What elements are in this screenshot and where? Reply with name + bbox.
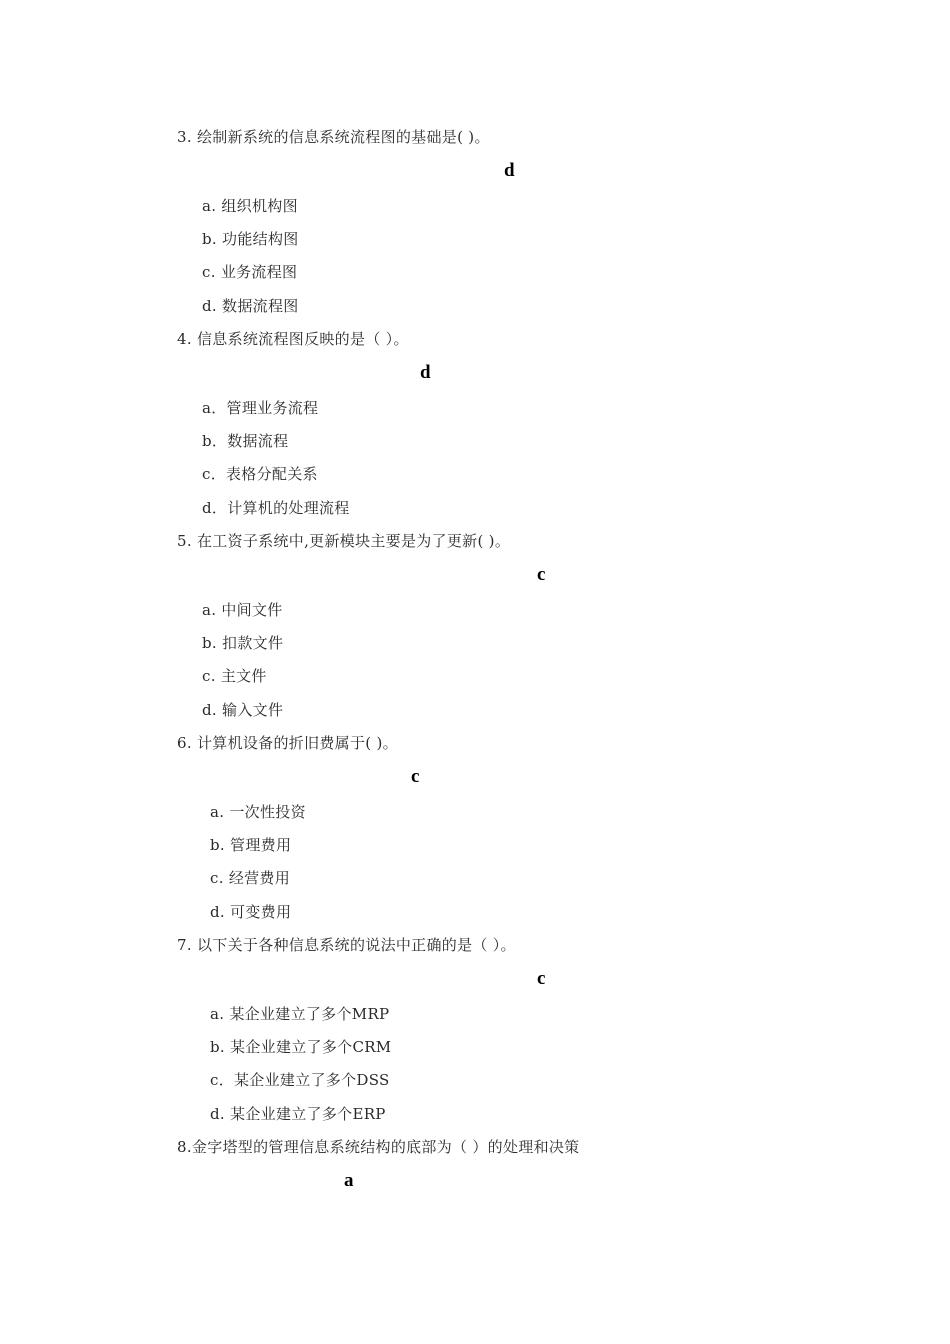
question-7-option-c: c．某企业建立了多个DSS: [210, 1071, 390, 1089]
question-3-option-c: c. 业务流程图: [202, 263, 298, 281]
question-5-answer: c: [537, 564, 546, 585]
question-3-option-a: a. 组织机构图: [202, 197, 298, 215]
question-5-option-c: c. 主文件: [202, 667, 267, 685]
question-7-stem: 7. 以下关于各种信息系统的说法中正确的是（ ）。: [177, 936, 516, 954]
question-7-answer: c: [537, 968, 546, 989]
question-6-option-d: d. 可变费用: [210, 903, 292, 921]
question-5-option-a: a. 中间文件: [202, 601, 283, 619]
question-3-stem: 3. 绘制新系统的信息系统流程图的基础是( )。: [177, 128, 490, 146]
question-4-option-a: a．管理业务流程: [202, 399, 319, 417]
question-4-option-c: c．表格分配关系: [202, 465, 318, 483]
question-6-stem: 6. 计算机设备的折旧费属于( )。: [177, 734, 398, 752]
question-8-stem: 8.金字塔型的管理信息系统结构的底部为（ ）的处理和决策: [177, 1138, 580, 1156]
question-6-option-a: a. 一次性投资: [210, 803, 306, 821]
question-5-stem: 5. 在工资子系统中,更新模块主要是为了更新( )。: [177, 532, 511, 550]
question-3-option-d: d. 数据流程图: [202, 297, 299, 315]
question-7-option-a: a. 某企业建立了多个MRP: [210, 1005, 390, 1023]
question-3-option-b: b. 功能结构图: [202, 230, 299, 248]
question-5-option-d: d. 输入文件: [202, 701, 284, 719]
question-6-answer: c: [411, 766, 420, 787]
question-7-option-b: b. 某企业建立了多个CRM: [210, 1038, 392, 1056]
question-4-option-d: d．计算机的处理流程: [202, 499, 350, 517]
question-8-answer: a: [344, 1170, 354, 1191]
question-4-option-b: b．数据流程: [202, 432, 289, 450]
question-5-option-b: b. 扣款文件: [202, 634, 284, 652]
question-3-answer: d: [504, 160, 515, 181]
question-4-answer: d: [420, 362, 431, 383]
question-7-option-d: d. 某企业建立了多个ERP: [210, 1105, 386, 1123]
question-4-stem: 4. 信息系统流程图反映的是（ ）。: [177, 330, 409, 348]
question-6-option-c: c. 经营费用: [210, 869, 291, 887]
question-6-option-b: b. 管理费用: [210, 836, 292, 854]
